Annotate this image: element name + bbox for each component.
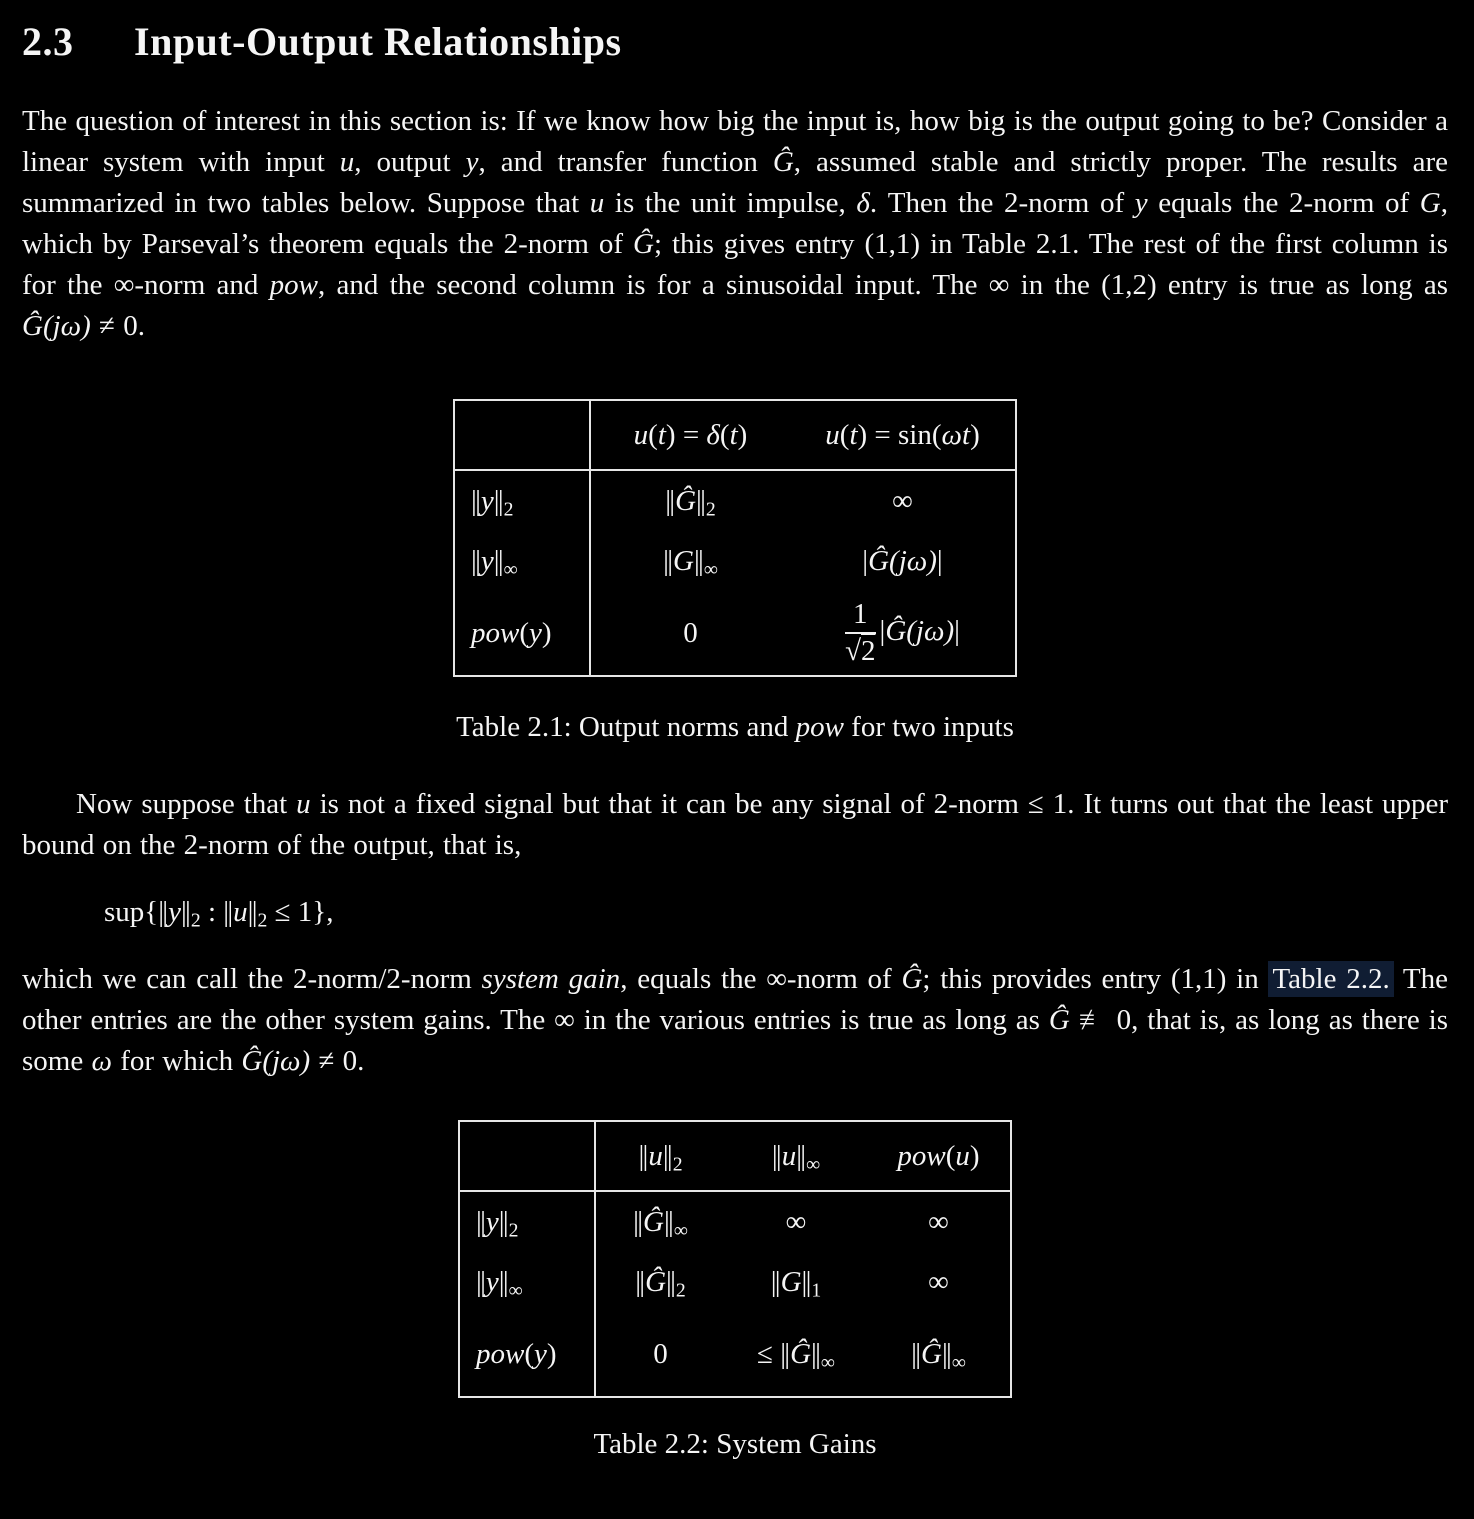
norm-bars: || — [158, 896, 167, 928]
section-heading — [22, 18, 1448, 65]
table-header-cell: u(t) = sin(ωt) — [790, 400, 1016, 470]
table-cell: |Ĝ(jω)| — [862, 544, 943, 577]
norm-bars: || — [941, 1337, 951, 1370]
table-2-2-caption: Table 2.2: System Gains — [593, 1428, 877, 1460]
norm-bars: || — [801, 1265, 810, 1298]
table-cell: ≤ $||Ĝ||_\infty$ — [757, 1337, 835, 1374]
table-row — [459, 1191, 1011, 1252]
norm-bars: || — [476, 1205, 485, 1238]
paragraph-intro: The question of interest in this section is: If we know how big the input is, how big is the output going to be? Consider a linear system with input u, output y, and transfer function Ĝ, assumed stable and strictly proper. The results are summarized in two tables below. Suppose that u is the unit impulse, δ. Then the 2-norm of y equals the 2-norm of G, which by Parseval’s theorem equals the 2-norm of Ĝ; this gives entry (1,1) in Table 2.1. The rest of the first column is for the ∞-norm and pow, and the second column is for a sinusoidal input. The ∞ in the (1,2) entry is true as long as Ĝ(jω) ≠ 0. — [22, 105, 1448, 342]
norm-bars: || — [638, 1139, 647, 1172]
norm-bars: || — [476, 1265, 485, 1298]
norm-bars: || — [666, 1265, 675, 1298]
table-row — [454, 591, 1016, 676]
paragraph-signal-bound: Now suppose that u is not a fixed signal but that it can be any signal of 2-norm ≤ 1. It turns out that the least upper bound on the 2-norm of the output, that is, — [22, 788, 1448, 861]
table-cell: ∞ — [785, 1205, 807, 1238]
table-row-label: $||y||_2$ — [459, 1191, 595, 1252]
table-row-label: pow(y) — [459, 1312, 595, 1397]
norm-bars: || — [663, 544, 672, 577]
norm-bars: || — [471, 484, 480, 517]
table-2-1-wrapper — [22, 399, 1448, 677]
table-row-header — [454, 400, 1016, 470]
table-row-label: pow(y) — [454, 591, 590, 676]
section-number: 2.3 — [22, 19, 74, 64]
norm-bars: || — [696, 484, 705, 517]
table-cell: ∞ — [892, 484, 913, 517]
table-row-header — [459, 1121, 1011, 1191]
table-row-label: $||y||_2$ — [454, 470, 590, 531]
table-header-cell: $||u||_2$ — [595, 1121, 725, 1191]
table-cell: 0 — [653, 1337, 668, 1370]
norm-bars: || — [633, 1205, 642, 1238]
table-2-1 — [453, 399, 1017, 677]
norm-bars: || — [663, 1205, 673, 1238]
paragraph-system-gains: which we can call the 2-norm/2-norm system gain, equals the ∞-norm of Ĝ; this provides entry (1,1) in Table 2.2. The other entries are the other system gains. The ∞ in the various entries is true as long as Ĝ ≢ 0, that is, as long as there is some ω for which Ĝ(jω) ≠ 0. — [22, 963, 1449, 1077]
table-cell: $||Ĝ||_2$ — [635, 1265, 686, 1302]
table-row — [454, 470, 1016, 531]
norm-bars: || — [771, 1139, 780, 1172]
table-cell: ∞ — [928, 1265, 949, 1298]
table-cell: $||G||_1$ — [770, 1265, 822, 1302]
norm-bars: || — [780, 1337, 789, 1370]
table-cell: $\frac{1}{√2}$ |Ĝ(jω)| — [845, 597, 960, 667]
norm-bars: || — [223, 896, 232, 928]
table-row — [459, 1252, 1011, 1312]
table-cell: 0 — [683, 616, 698, 649]
table-cell: $||Ĝ||_2$ — [665, 484, 716, 521]
table-cell: $||Ĝ||_\infty$ — [911, 1337, 966, 1374]
norm-bars: || — [911, 1337, 920, 1370]
norm-bars: || — [811, 1337, 820, 1370]
norm-bars: || — [493, 484, 502, 517]
norm-bars: || — [665, 484, 674, 517]
norm-bars: || — [471, 544, 480, 577]
table-row-label: $||y||_\infty$ — [459, 1252, 595, 1312]
table-header-cell: $||u||_\infty$ — [725, 1121, 867, 1191]
table-header-cell: pow(u) — [867, 1121, 1011, 1191]
equation-sup-norm: $sup\{||y||_2$ : $||u||_2 \le 1$}, — [104, 896, 334, 932]
section-title: Input-Output Relationships — [134, 19, 622, 64]
norm-bars: || — [635, 1265, 644, 1298]
table-header-cell: u(t) = δ(t) — [590, 400, 790, 470]
table-cell: ∞ — [928, 1205, 949, 1238]
norm-bars: || — [498, 1205, 507, 1238]
table-2-2-link[interactable]: Table 2.2. — [1268, 961, 1393, 997]
table-2-2-wrapper — [22, 1120, 1448, 1398]
norm-bars: || — [180, 896, 190, 928]
table-2-2 — [458, 1120, 1012, 1398]
table-cell: $||G||_\infty$ — [663, 544, 718, 581]
norm-bars: || — [796, 1139, 805, 1172]
norm-bars: || — [247, 896, 256, 928]
norm-bars: || — [693, 544, 703, 577]
table-row — [454, 531, 1016, 591]
table-row — [459, 1312, 1011, 1397]
table-2-1-caption: Table 2.1: Output norms and pow for two inputs — [456, 711, 1014, 743]
norm-bars: || — [493, 544, 502, 577]
norm-bars: || — [770, 1265, 779, 1298]
norm-bars: || — [498, 1265, 507, 1298]
table-row-label: $||y||_\infty$ — [454, 531, 590, 591]
table-corner-cell — [454, 400, 590, 470]
table-cell: $||Ĝ||_\infty$ — [633, 1205, 688, 1242]
table-corner-cell — [459, 1121, 595, 1191]
norm-bars: || — [662, 1139, 671, 1172]
fraction: $\frac{1}{√2}$ — [845, 597, 876, 667]
